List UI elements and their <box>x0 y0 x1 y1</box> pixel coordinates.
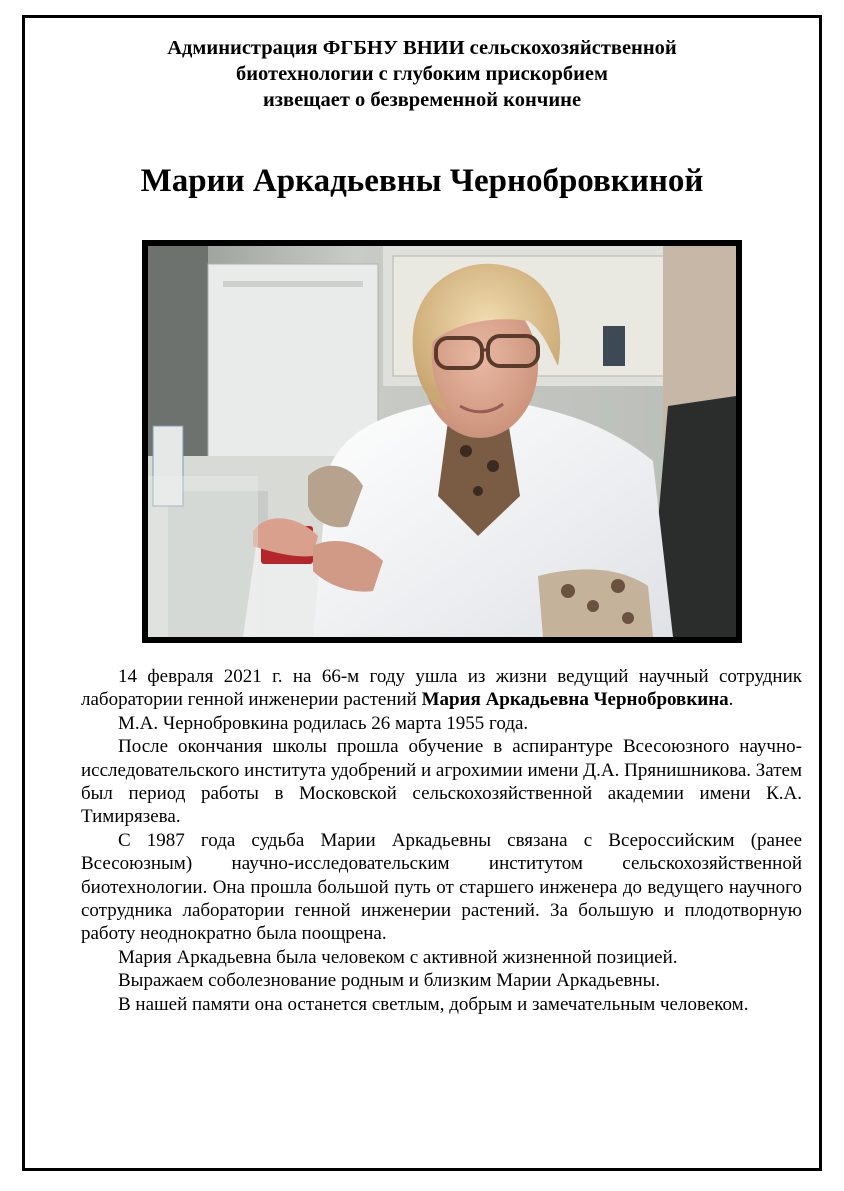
paragraph-3: После окончания школы прошла обучение в аспирантуре Всесоюзного научно-исследовательского института удобрений и агрохимии имени Д.А. Прянишникова. Затем был период работы в Московской сельскохозяйственной академии имени К.А. Тимирязева. <box>81 736 803 828</box>
paragraph-1 <box>81 665 802 712</box>
obituary-text <box>81 665 802 1016</box>
paragraph-6: Выражаем соболезнование родным и близким Марии Аркадьевны. <box>118 970 661 992</box>
photo-illustration <box>148 246 736 637</box>
deceased-name-inline: Мария Аркадьевна Чернобровкина <box>421 689 729 711</box>
portrait-photo <box>142 240 742 643</box>
paragraph-4: С 1987 года судьба Марии Аркадьевны связана с Всероссийским (ранее Всесоюзным) научно-исследовательским институтом сельскохозяйственной биотехнологии. Она прошла большой путь от старшего инженера до ведущего научного сотрудника лаборатории генной инженерии растений. За большую и плодотворную работу неоднократно была поощрена. <box>81 829 802 945</box>
header-line-3: извещает о безвременной кончине <box>262 89 582 111</box>
paragraph-5: Мария Аркадьевна была человеком с активной жизненной позицией. <box>118 946 678 968</box>
header-line-1: Администрация ФГБНУ ВНИИ сельскохозяйственной <box>167 37 677 59</box>
deceased-name-title: Марии Аркадьевны Чернобровкиной <box>140 163 704 199</box>
announcement-header <box>60 35 784 113</box>
paragraph-7: В нашей памяти она останется светлым, добрым и замечательным человеком. <box>118 993 749 1015</box>
paragraph-1-text: 14 февраля 2021 г. на 66-м году ушла из жизни ведущий научный сотрудник лаборатории генной инженерии растений <box>81 666 802 711</box>
header-line-2: биотехнологии с глубоким прискорбием <box>235 63 608 85</box>
paragraph-2: М.А. Чернобровкина родилась 26 марта 1955 года. <box>118 712 529 734</box>
paragraph-1-end: . <box>728 689 734 711</box>
